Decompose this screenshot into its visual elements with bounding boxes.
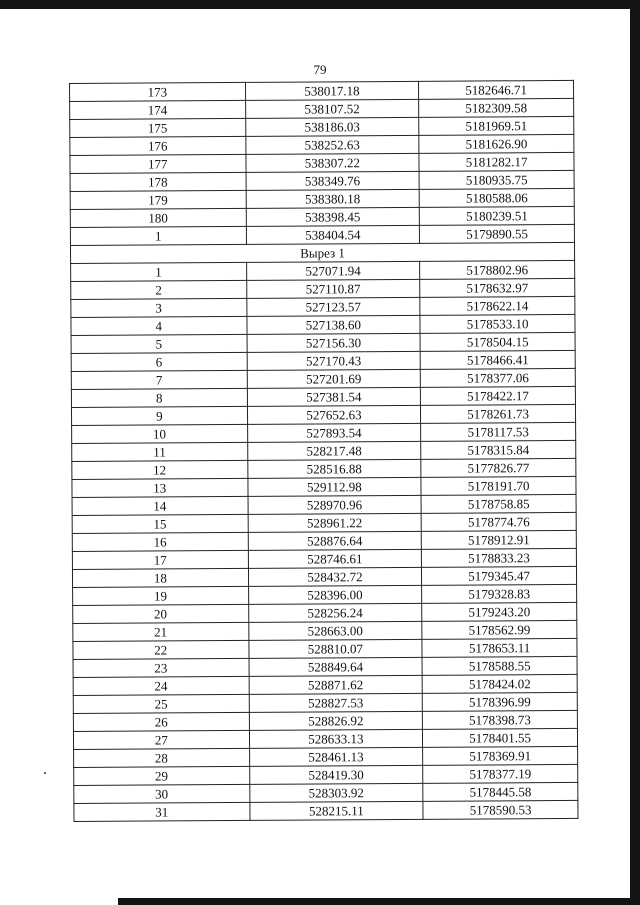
point-number-cell: 22 (73, 640, 249, 659)
y-coordinate-cell: 5178653.11 (422, 638, 577, 657)
table-row (72, 566, 576, 587)
scan-speck (44, 772, 46, 774)
point-number-cell: 3 (71, 298, 247, 317)
y-coordinate-cell: 5178533.10 (420, 314, 575, 333)
table-row (73, 584, 577, 605)
y-coordinate-cell: 5178117.53 (421, 422, 576, 441)
y-coordinate-cell: 5178377.19 (423, 764, 578, 783)
y-coordinate-cell: 5178504.15 (420, 332, 575, 351)
y-coordinate-cell: 5178191.70 (421, 476, 576, 495)
table-row (73, 674, 577, 695)
table-row (71, 314, 575, 335)
coordinates-table-body-top (70, 80, 575, 245)
x-coordinate-cell: 538404.54 (246, 225, 420, 244)
x-coordinate-cell: 538252.63 (245, 135, 419, 154)
x-coordinate-cell: 528961.22 (248, 513, 422, 532)
table-row (73, 710, 577, 731)
point-number-cell: 7 (71, 370, 247, 389)
table-row (72, 548, 576, 569)
table-row (72, 530, 576, 551)
point-number-cell: 5 (71, 334, 247, 353)
x-coordinate-cell: 528461.13 (249, 747, 423, 766)
x-coordinate-cell: 528826.92 (249, 711, 423, 730)
y-coordinate-cell: 5178833.23 (422, 548, 577, 567)
x-coordinate-cell: 527201.69 (247, 369, 421, 388)
x-coordinate-cell: 538349.76 (246, 171, 420, 190)
table-row (70, 116, 574, 137)
y-coordinate-cell: 5181626.90 (419, 134, 574, 153)
x-coordinate-cell: 527381.54 (247, 387, 421, 406)
y-coordinate-cell: 5178422.17 (421, 386, 576, 405)
x-coordinate-cell: 538380.18 (246, 189, 420, 208)
y-coordinate-cell: 5178369.91 (423, 746, 578, 765)
point-number-cell: 15 (72, 514, 248, 533)
table-row (70, 80, 574, 101)
table-row (71, 404, 575, 425)
point-number-cell: 10 (72, 424, 248, 443)
x-coordinate-cell: 528827.53 (249, 693, 423, 712)
point-number-cell: 180 (70, 208, 246, 227)
y-coordinate-cell: 5179890.55 (420, 224, 575, 243)
y-coordinate-cell: 5178396.99 (422, 692, 577, 711)
x-coordinate-cell: 528746.61 (248, 549, 422, 568)
x-coordinate-cell: 528217.48 (247, 441, 421, 460)
point-number-cell: 6 (71, 352, 247, 371)
x-coordinate-cell: 527156.30 (247, 333, 421, 352)
x-coordinate-cell: 528215.11 (249, 801, 423, 820)
table-row (70, 152, 574, 173)
table-row (71, 368, 575, 389)
table-row (73, 620, 577, 641)
point-number-cell: 9 (71, 406, 247, 425)
table-row (72, 476, 576, 497)
x-coordinate-cell: 528849.64 (249, 657, 423, 676)
x-coordinate-cell: 538307.22 (246, 153, 420, 172)
y-coordinate-cell: 5178590.53 (423, 800, 578, 819)
table-row (73, 602, 577, 623)
y-coordinate-cell: 5181969.51 (419, 116, 574, 135)
point-number-cell: 1 (71, 262, 247, 281)
x-coordinate-cell: 528970.96 (248, 495, 422, 514)
table-row (70, 170, 574, 191)
table-row (72, 512, 576, 533)
table-row (70, 224, 574, 245)
y-coordinate-cell: 5178562.99 (422, 620, 577, 639)
table-row (72, 494, 576, 515)
point-number-cell: 17 (72, 550, 248, 569)
scan-border-bottom (118, 898, 640, 905)
point-number-cell: 31 (74, 802, 250, 821)
y-coordinate-cell: 5178912.91 (421, 530, 576, 549)
point-number-cell: 28 (74, 748, 250, 767)
point-number-cell: 2 (71, 280, 247, 299)
table-row (73, 728, 577, 749)
x-coordinate-cell: 528396.00 (248, 585, 422, 604)
y-coordinate-cell: 5180239.51 (420, 206, 575, 225)
y-coordinate-cell: 5179328.83 (422, 584, 577, 603)
x-coordinate-cell: 528876.64 (248, 531, 422, 550)
table-row (72, 458, 576, 479)
y-coordinate-cell: 5178622.14 (420, 296, 575, 315)
point-number-cell: 23 (73, 658, 249, 677)
y-coordinate-cell: 5179243.20 (422, 602, 577, 621)
point-number-cell: 177 (70, 154, 246, 173)
y-coordinate-cell: 5178588.55 (422, 656, 577, 675)
page-number: 79 (313, 62, 327, 77)
y-coordinate-cell: 5178424.02 (422, 674, 577, 693)
x-coordinate-cell: 528256.24 (248, 603, 422, 622)
table-row (71, 386, 575, 407)
point-number-cell: 13 (72, 478, 248, 497)
x-coordinate-cell: 528663.00 (248, 621, 422, 640)
table-row (74, 764, 578, 785)
x-coordinate-cell: 527170.43 (247, 351, 421, 370)
point-number-cell: 176 (70, 136, 246, 155)
point-number-cell: 16 (72, 532, 248, 551)
y-coordinate-cell: 5181282.17 (419, 152, 574, 171)
x-coordinate-cell: 528516.88 (247, 459, 421, 478)
point-number-cell: 30 (74, 784, 250, 803)
y-coordinate-cell: 5180588.06 (419, 188, 574, 207)
table-row (70, 98, 574, 119)
point-number-cell: 178 (70, 172, 246, 191)
point-number-cell: 24 (73, 676, 249, 695)
section-label: Вырез 1 (70, 242, 574, 263)
x-coordinate-cell: 528810.07 (248, 639, 422, 658)
point-number-cell: 12 (72, 460, 248, 479)
table-row (73, 692, 577, 713)
point-number-cell: 173 (70, 82, 246, 101)
point-number-cell: 20 (73, 604, 249, 623)
table-row (73, 638, 577, 659)
x-coordinate-cell: 527652.63 (247, 405, 421, 424)
table-row (71, 278, 575, 299)
table-row (72, 422, 576, 443)
table-row (70, 134, 574, 155)
point-number-cell: 19 (73, 586, 249, 605)
x-coordinate-cell: 528419.30 (249, 765, 423, 784)
table-row (74, 746, 578, 767)
x-coordinate-cell: 528871.62 (249, 675, 423, 694)
y-coordinate-cell: 5178401.55 (423, 728, 578, 747)
y-coordinate-cell: 5180935.75 (419, 170, 574, 189)
point-number-cell: 4 (71, 316, 247, 335)
x-coordinate-cell: 529112.98 (247, 477, 421, 496)
table-row (70, 206, 574, 227)
y-coordinate-cell: 5178315.84 (421, 440, 576, 459)
x-coordinate-cell: 528303.92 (249, 783, 423, 802)
table-row (71, 260, 575, 281)
table-row (74, 782, 578, 803)
point-number-cell: 1 (70, 226, 246, 245)
x-coordinate-cell: 538107.52 (245, 99, 419, 118)
x-coordinate-cell: 528432.72 (248, 567, 422, 586)
table-row (71, 332, 575, 353)
y-coordinate-cell: 5178802.96 (420, 260, 575, 279)
y-coordinate-cell: 5178261.73 (421, 404, 576, 423)
point-number-cell: 27 (73, 730, 249, 749)
point-number-cell: 26 (73, 712, 249, 731)
point-number-cell: 11 (72, 442, 248, 461)
x-coordinate-cell: 538017.18 (245, 81, 419, 100)
point-number-cell: 174 (70, 100, 246, 119)
y-coordinate-cell: 5178774.76 (421, 512, 576, 531)
point-number-cell: 14 (72, 496, 248, 515)
y-coordinate-cell: 5182646.71 (419, 80, 574, 99)
scan-border-right (630, 0, 640, 905)
point-number-cell: 29 (74, 766, 250, 785)
y-coordinate-cell: 5178632.97 (420, 278, 575, 297)
x-coordinate-cell: 528633.13 (249, 729, 423, 748)
table-row (73, 656, 577, 677)
table-row (71, 296, 575, 317)
x-coordinate-cell: 527071.94 (246, 261, 420, 280)
point-number-cell: 21 (73, 622, 249, 641)
x-coordinate-cell: 527138.60 (246, 315, 420, 334)
coordinates-table (69, 80, 579, 822)
y-coordinate-cell: 5178377.06 (420, 368, 575, 387)
scan-border-top (0, 0, 640, 9)
x-coordinate-cell: 538398.45 (246, 207, 420, 226)
y-coordinate-cell: 5178466.41 (420, 350, 575, 369)
point-number-cell: 25 (73, 694, 249, 713)
table-row (70, 188, 574, 209)
table-row (71, 350, 575, 371)
y-coordinate-cell: 5182309.58 (419, 98, 574, 117)
point-number-cell: 175 (70, 118, 246, 137)
point-number-cell: 18 (72, 568, 248, 587)
point-number-cell: 8 (71, 388, 247, 407)
x-coordinate-cell: 538186.03 (245, 117, 419, 136)
x-coordinate-cell: 527123.57 (246, 297, 420, 316)
x-coordinate-cell: 527893.54 (247, 423, 421, 442)
y-coordinate-cell: 5178445.58 (423, 782, 578, 801)
y-coordinate-cell: 5178398.73 (423, 710, 578, 729)
table-row (74, 800, 578, 821)
x-coordinate-cell: 527110.87 (246, 279, 420, 298)
y-coordinate-cell: 5177826.77 (421, 458, 576, 477)
point-number-cell: 179 (70, 190, 246, 209)
y-coordinate-cell: 5178758.85 (421, 494, 576, 513)
y-coordinate-cell: 5179345.47 (422, 566, 577, 585)
table-row (72, 440, 576, 461)
coordinates-table-body-cutout (71, 260, 578, 821)
